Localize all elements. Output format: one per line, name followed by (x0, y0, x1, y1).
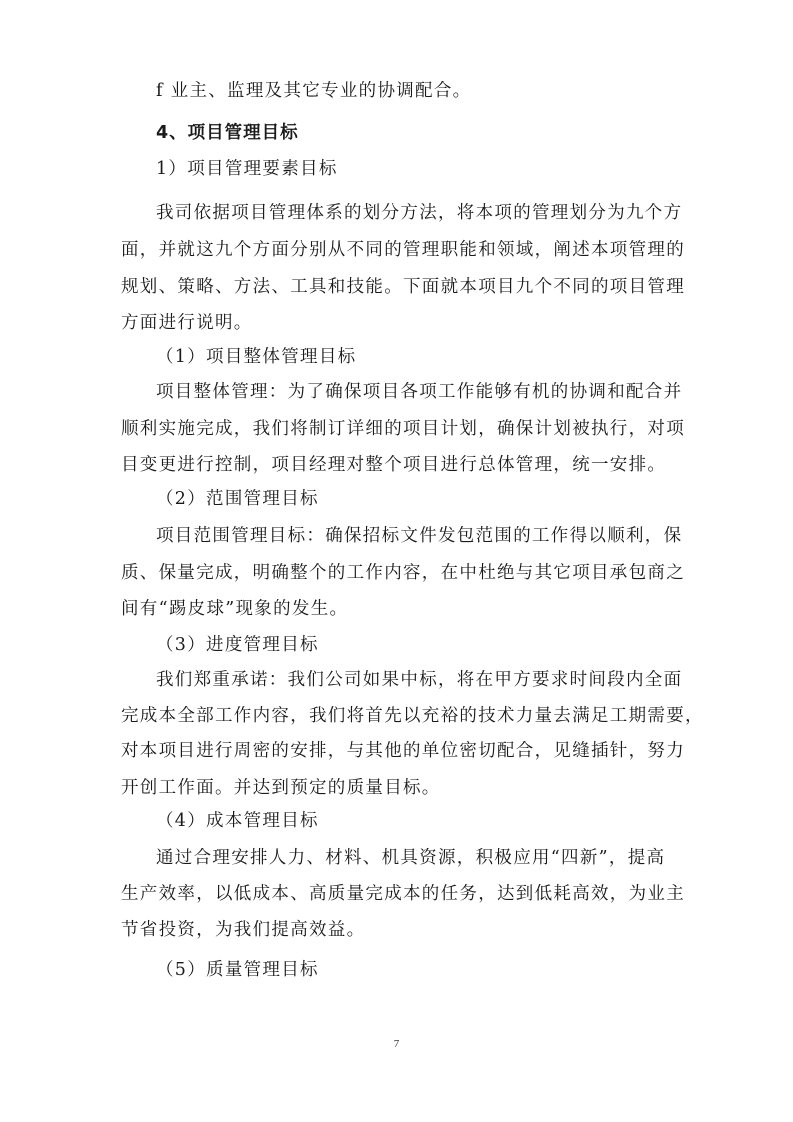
text-line: 开创工作面。并达到预定的质量目标。 (121, 778, 441, 798)
section-heading: 4、项目管理目标 (156, 123, 299, 143)
text-line: 项目范围管理目标：确保招标文件发包范围的工作得以顺利，保 (156, 526, 683, 546)
text-line: 节省投资，为我们提高效益。 (121, 920, 366, 940)
text-line: 我们郑重承诺：我们公司如果中标，将在甲方要求时间段内全面 (156, 670, 683, 690)
text-line: 项目整体管理：为了确保项目各项工作能够有机的协调和配合并 (156, 382, 683, 402)
text-line: 完成本全部工作内容，我们将首先以充裕的技术力量去满足工期需要， (121, 706, 704, 726)
text-line: （4）成本管理目标 (156, 811, 319, 831)
text-line: 方面进行说明。 (121, 313, 253, 333)
text-line: 1）项目管理要素目标 (156, 159, 338, 179)
text-line: 生产效率，以低成本、高质量完成本的任务，达到低耗高效，为业主 (121, 884, 685, 904)
text-line: 间有“踢皮球”现象的发生。 (121, 599, 349, 619)
text-line: f 业主、监理及其它专业的协调配合。 (156, 81, 472, 101)
text-line: （5）质量管理目标 (156, 960, 319, 980)
text-line: 我司依据项目管理体系的划分方法，将本项的管理划分为九个方 (156, 203, 683, 223)
text-line: （3）进度管理目标 (156, 635, 319, 655)
text-line: 质、保量完成，明确整个的工作内容，在中杜绝与其它项目承包商之 (121, 563, 685, 583)
text-line: 目变更进行控制，项目经理对整个项目进行总体管理，统一安排。 (121, 455, 667, 475)
text-line: （2）范围管理目标 (156, 489, 319, 509)
text-line: （1）项目整体管理目标 (156, 347, 357, 367)
page-number: 7 (393, 1038, 400, 1050)
text-line: 面，并就这九个方面分别从不同的管理职能和领域，阐述本项管理的 (121, 240, 685, 260)
text-line: 对本项目进行周密的安排，与其他的单位密切配合，见缝插针，努力 (121, 741, 685, 761)
text-line: 顺利实施完成，我们将制订详细的项目计划，确保计划被执行，对项 (121, 419, 685, 439)
text-line: 通过合理安排人力、材料、机具资源，积极应用“四新”，提高 (156, 848, 666, 868)
text-line: 规划、策略、方法、工具和技能。下面就本项目九个不同的项目管理 (121, 277, 685, 297)
